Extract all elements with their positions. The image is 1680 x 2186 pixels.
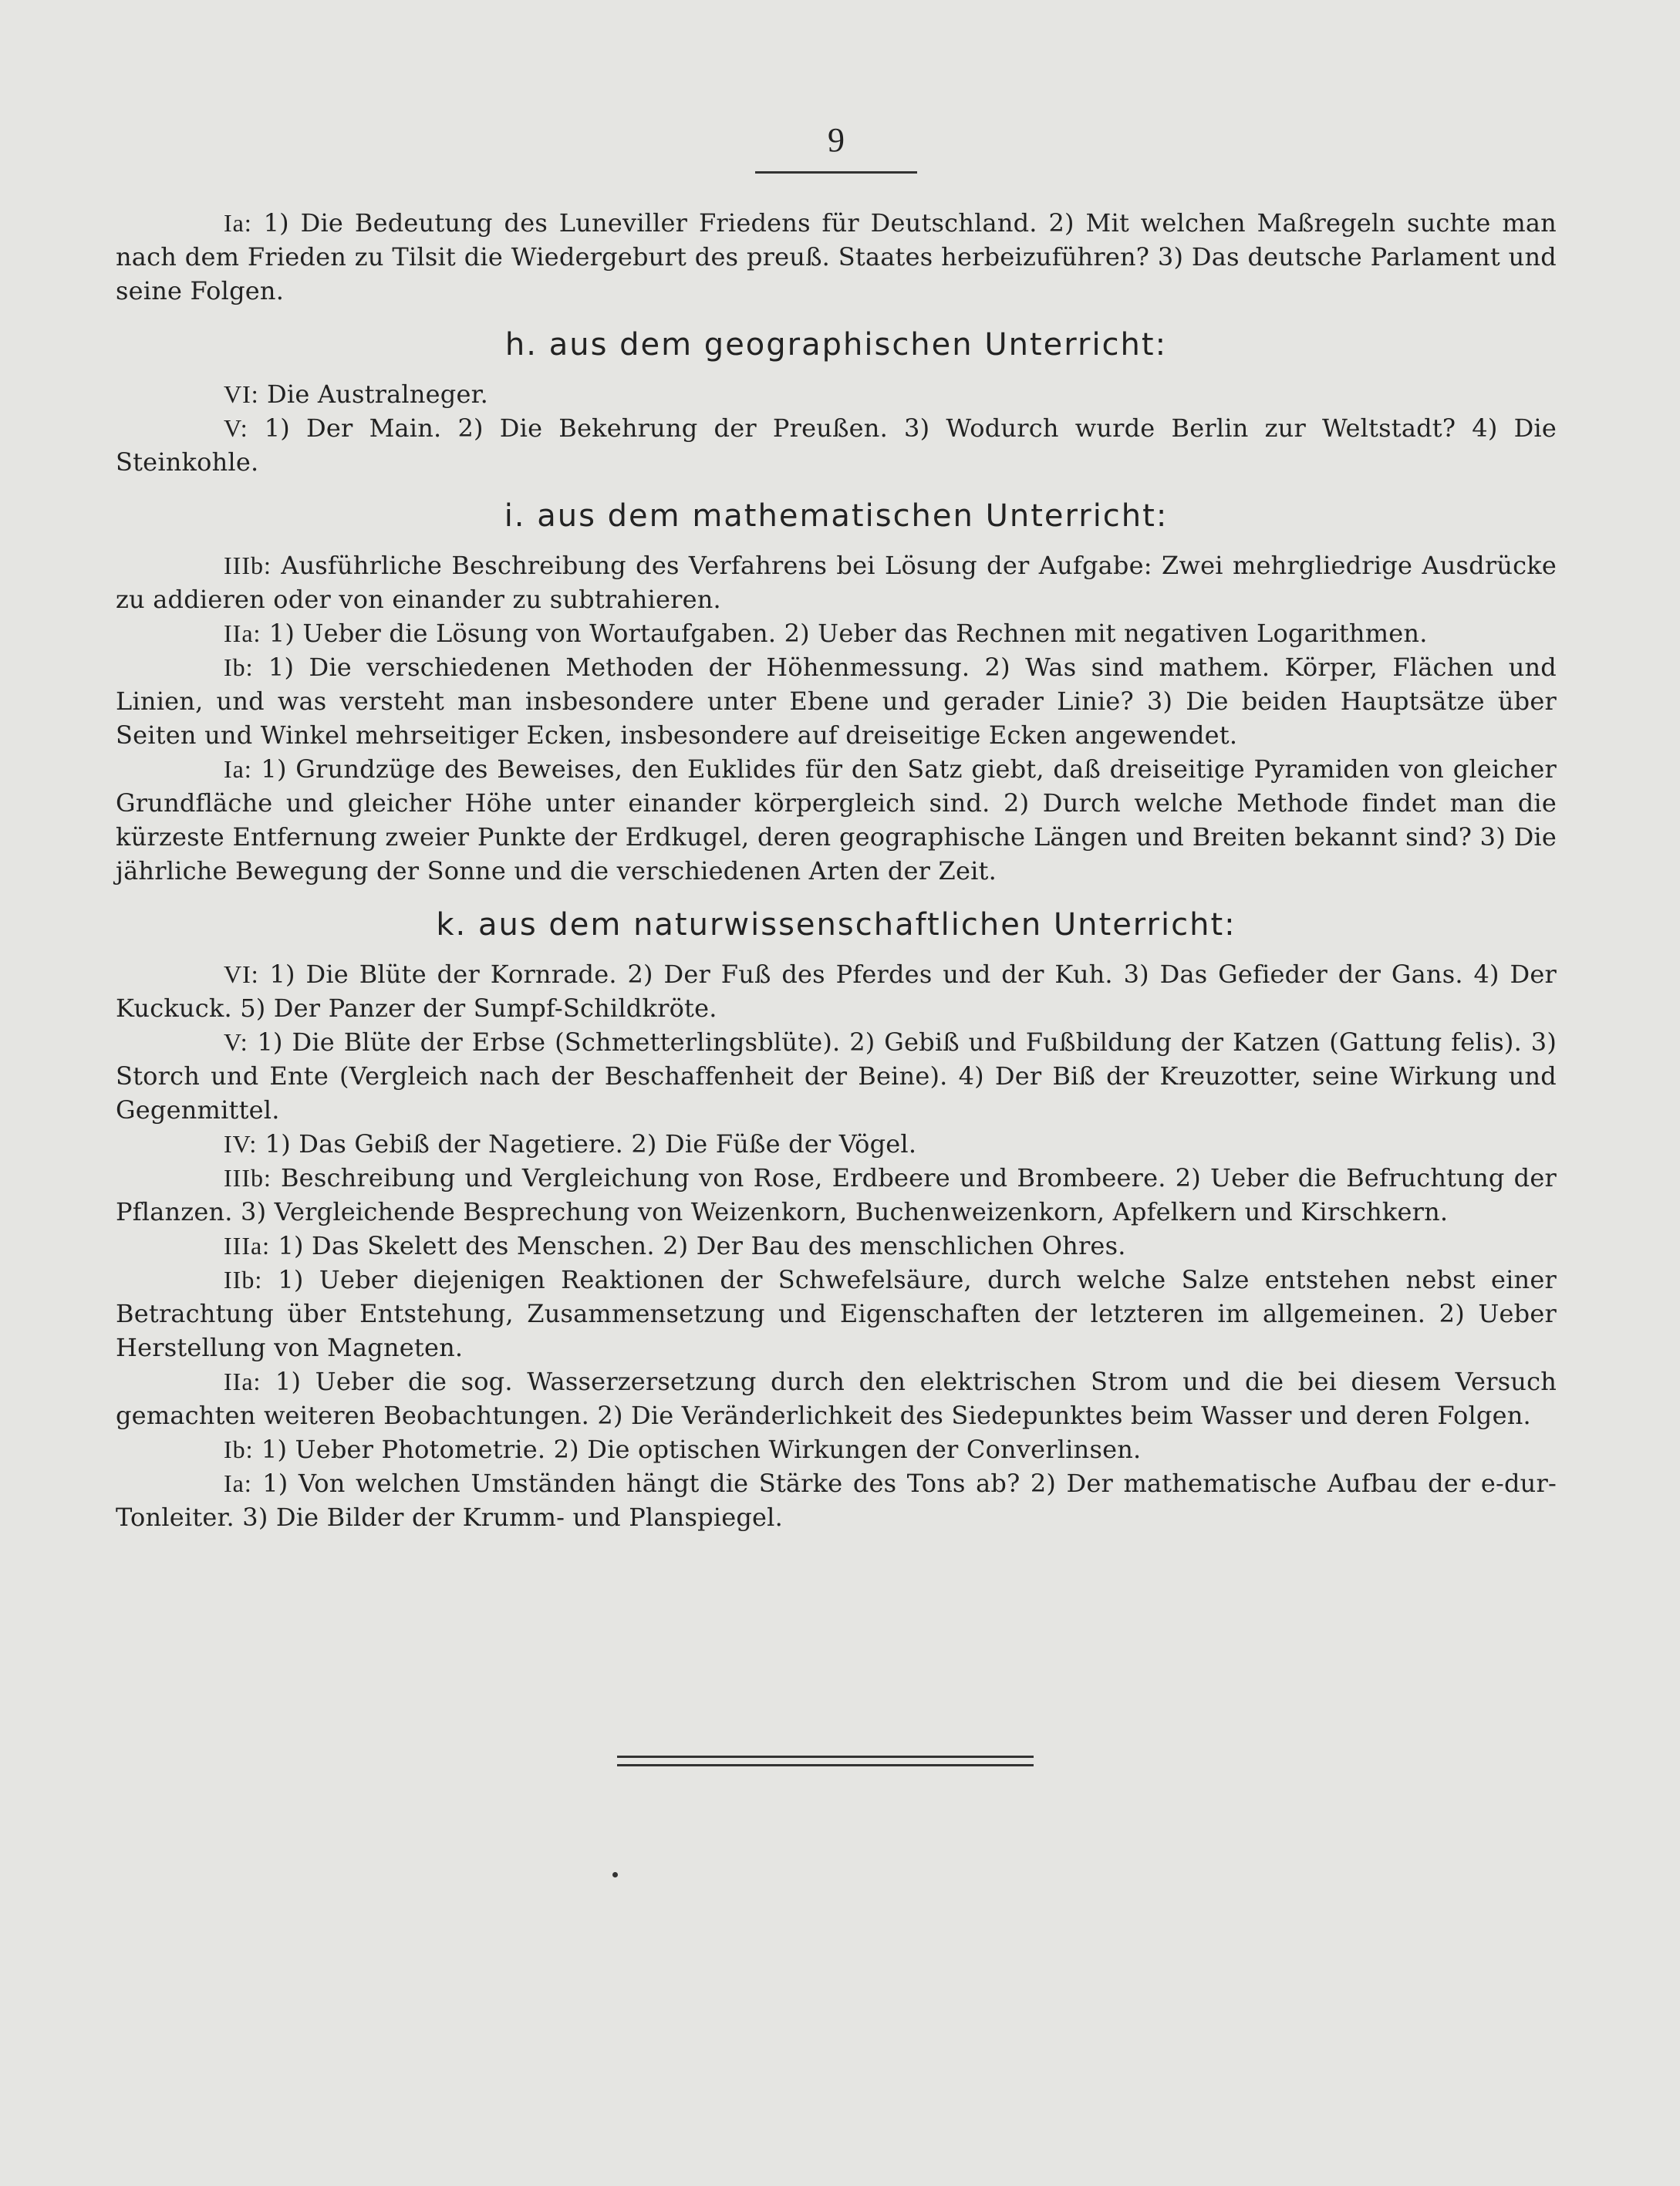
entry-paragraph xyxy=(116,1161,1557,1229)
section-heading-mathematics: i. aus dem mathematischen Unterricht: xyxy=(504,498,1169,534)
paragraph-text: 1) Ueber diejenigen Reaktionen der Schwefelsäure, durch welche Salze entstehen nebst einer Betrachtung über Entstehung, Zusammensetzung und Eigenschaften der letzteren im allgemeinen. 2) Ueber Herstellung von Magneten. xyxy=(116,1265,1557,1362)
entry-paragraph xyxy=(116,650,1557,752)
paragraph-text: Beschreibung und Vergleichung von Rose, Erdbeere und Brombeere. 2) Ueber die Befruchtung der Pflanzen. 3) Vergleichende Besprechung von Weizenkorn, Buchenweizenkorn, Apfelkern und Kirschkern. xyxy=(116,1163,1557,1226)
paragraph-text: 1) Die Bedeutung des Luneviller Friedens für Deutschland. 2) Mit welchen Maßregeln suchte man nach dem Frieden zu Tilsit die Wiedergeburt des preuß. Staates herbeizuführen? 3) Das deutsche Parlament und seine Folgen. xyxy=(116,208,1557,305)
entry-paragraph xyxy=(116,752,1557,888)
entry-paragraph xyxy=(116,1365,1557,1432)
paragraph-text: 1) Grundzüge des Beweises, den Euklides für den Satz giebt, daß dreiseitige Pyramiden von gleicher Grundfläche und gleicher Höhe unter einander körpergleich sind. 2) Durch welche Methode findet man die kürzeste Entfernung zweier Punkte der Erdkugel, deren geographische Längen und Breiten bekannt sind? 3) Die jährliche Bewegung der Sonne und die verschiedenen Arten der Zeit. xyxy=(116,754,1557,886)
class-label: IIIb: xyxy=(224,1164,272,1192)
entry-paragraph xyxy=(116,1127,1557,1161)
paragraph-text: 1) Ueber die sog. Wasserzersetzung durch den elektrischen Strom und die bei diesem Versuch gemachten weiteren Beobachtungen. 2) Die Veränderlichkeit des Siedepunktes beim Wasser und deren Folgen. xyxy=(116,1367,1557,1430)
entry-paragraph xyxy=(116,957,1557,1025)
entry-paragraph xyxy=(116,377,1557,411)
class-label: Ia: xyxy=(224,755,252,783)
ink-dot xyxy=(612,1872,618,1877)
paragraph-text: 1) Ueber die Lösung von Wortaufgaben. 2) Ueber das Rechnen mit negativen Logarithmen. xyxy=(268,619,1428,648)
paragraph-text: 1) Die Blüte der Kornrade. 2) Der Fuß des Pferdes und der Kuh. 3) Das Gefieder der Gans. 4) Der Kuckuck. 5) Der Panzer der Sumpf-Schildkröte. xyxy=(116,960,1557,1023)
entry-paragraph xyxy=(116,1263,1557,1365)
entry-paragraph xyxy=(116,1432,1557,1466)
entry-paragraph xyxy=(116,411,1557,479)
class-label: Ia: xyxy=(224,209,252,237)
paragraph-text: 1) Von welchen Umständen hängt die Stärke des Tons ab? 2) Der mathematische Aufbau der e-dur-Tonleiter. 3) Die Bilder der Krumm- und Planspiegel. xyxy=(116,1469,1557,1532)
rule-line xyxy=(617,1756,1034,1758)
paragraph-text: 1) Die Blüte der Erbse (Schmetterlingsblüte). 2) Gebiß und Fußbildung der Katzen (Gattung felis). 3) Storch und Ente (Vergleich nach der Beschaffenheit der Beine). 4) Der Biß der Kreuzotter, seine Wirkung und Gegenmittel. xyxy=(116,1027,1557,1125)
closing-double-rule xyxy=(617,1756,1034,1773)
class-label: IIa: xyxy=(224,1368,261,1395)
class-label: Ib: xyxy=(224,653,254,681)
class-label: IIIa: xyxy=(224,1232,271,1260)
paragraph-text: 1) Die verschiedenen Methoden der Höhenmessung. 2) Was sind mathem. Körper, Flächen und Linien, und was versteht man insbesondere unter Ebene und gerader Linie? 3) Die beiden Hauptsätze über Seiten und Winkel mehrseitiger Ecken, insbesondere auf dreiseitige Ecken angewendet. xyxy=(116,653,1557,750)
entry-paragraph xyxy=(116,1025,1557,1127)
entry-paragraph xyxy=(116,548,1557,616)
entry-paragraph xyxy=(116,616,1557,650)
paragraph-text: 1) Der Main. 2) Die Bekehrung der Preußen. 3) Wodurch wurde Berlin zur Weltstadt? 4) Die Steinkohle. xyxy=(116,413,1557,477)
class-label: V: xyxy=(224,1028,248,1056)
paragraph-text: Die Australneger. xyxy=(267,380,488,409)
section-heading-geography: h. aus dem geographischen Unterricht: xyxy=(504,327,1168,363)
section-heading-natural-science: k. aus dem naturwissenschaftlichen Unterricht: xyxy=(436,907,1236,943)
paragraph-text: 1) Das Gebiß der Nagetiere. 2) Die Füße der Vögel. xyxy=(265,1129,917,1159)
class-label: V: xyxy=(224,414,248,442)
class-label: IIIb: xyxy=(224,552,272,579)
class-label: VI: xyxy=(224,380,259,408)
paragraph-text: 1) Ueber Photometrie. 2) Die optischen Wirkungen der Converlinsen. xyxy=(261,1435,1142,1464)
class-label: Ia: xyxy=(224,1469,252,1497)
entry-paragraph xyxy=(116,1466,1557,1534)
class-label: IIb: xyxy=(224,1266,263,1294)
intro-paragraph xyxy=(116,206,1557,308)
page-number-rule xyxy=(755,171,917,174)
paragraph-text: Ausführliche Beschreibung des Verfahrens bei Lösung der Aufgabe: Zwei mehrgliedrige Ausdrücke zu addieren oder von einander zu subtrahieren. xyxy=(116,551,1557,614)
entry-paragraph xyxy=(116,1229,1557,1263)
class-label: Ib: xyxy=(224,1435,254,1463)
rule-line xyxy=(617,1764,1034,1766)
class-label: IV: xyxy=(224,1130,258,1158)
paragraph-text: 1) Das Skelett des Menschen. 2) Der Bau des menschlichen Ohres. xyxy=(278,1231,1126,1260)
class-label: VI: xyxy=(224,960,259,988)
class-label: IIa: xyxy=(224,619,261,647)
page-number: 9 xyxy=(828,121,845,159)
